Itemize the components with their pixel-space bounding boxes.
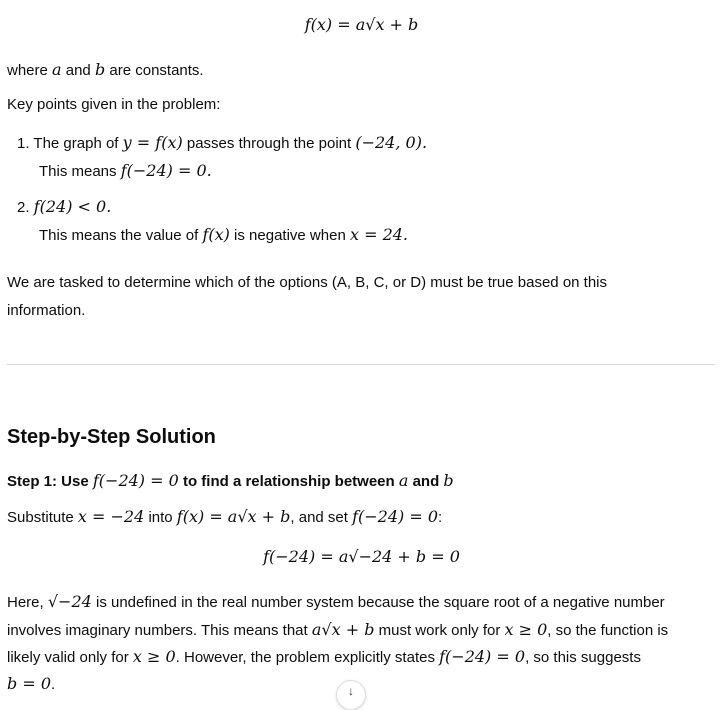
math: (−24, 0).	[355, 133, 428, 152]
math: x = 24.	[349, 225, 409, 244]
list-item	[17, 197, 111, 218]
text: , and set	[290, 509, 348, 526]
list-number: 2.	[17, 199, 30, 216]
math: f(−24) = 0	[352, 507, 439, 526]
text: and	[65, 62, 91, 79]
formula-top: f(x) = a√x + b	[304, 15, 419, 34]
list-item-detail	[39, 161, 212, 182]
math: b	[443, 471, 454, 490]
key-points-label: Key points given in the problem:	[7, 96, 221, 113]
explanation-line	[7, 620, 668, 641]
text: Substitute	[7, 509, 74, 526]
math: f(x)	[202, 225, 230, 244]
arrow-down-icon: ↓	[348, 684, 354, 698]
text: passes through the point	[186, 135, 352, 152]
intro-text	[7, 60, 204, 81]
text: This means	[39, 163, 117, 180]
text: Here,	[7, 594, 44, 611]
list-number: 1.	[17, 135, 30, 152]
step-1-title	[7, 471, 454, 492]
scroll-down-button[interactable]	[336, 680, 366, 710]
explanation-line	[7, 647, 641, 668]
math: f(−24) = 0.	[120, 161, 212, 180]
text: must work only for	[378, 622, 501, 639]
list-item-detail	[39, 225, 408, 246]
text: This means the value of	[39, 227, 199, 244]
math: a	[52, 60, 62, 79]
task-line: We are tasked to determine which of the options (A, B, C, or D) must be true based on this	[7, 274, 608, 291]
math: x = −24	[77, 507, 145, 526]
math: f(−24) = 0	[439, 647, 526, 666]
text: The graph of	[33, 135, 119, 152]
math: f(−24) = 0	[92, 471, 179, 490]
math: f(x) = a√x + b	[176, 507, 291, 526]
text: where	[7, 62, 48, 79]
text: involves imaginary numbers. This means that	[7, 622, 308, 639]
substitute-line	[7, 507, 442, 528]
text: Step 1: Use	[7, 473, 89, 490]
math: √−24	[47, 592, 92, 611]
math: a√x + b	[311, 620, 375, 639]
text: .	[51, 676, 56, 693]
math: y = f(x)	[122, 133, 183, 152]
math: x ≥ 0	[504, 620, 548, 639]
text: . However, the problem explicitly states	[175, 649, 435, 666]
math: x ≥ 0	[132, 647, 176, 666]
text: into	[148, 509, 173, 526]
divider	[7, 364, 715, 365]
text: , so the function is	[547, 622, 669, 639]
text: is negative when	[234, 227, 346, 244]
list-item	[17, 133, 427, 154]
math: a	[398, 471, 409, 490]
text: to find a relationship between	[182, 473, 395, 490]
text: , so this suggests	[525, 649, 641, 666]
text: are constants.	[109, 62, 204, 79]
math: f(24) < 0.	[33, 197, 112, 216]
text: likely valid only for	[7, 649, 129, 666]
section-heading: Step-by-Step Solution	[7, 426, 216, 448]
text: and	[412, 473, 440, 490]
display-formula: f(−24) = a√−24 + b = 0	[263, 547, 460, 566]
math: b = 0	[7, 674, 51, 693]
task-line: information.	[7, 302, 86, 319]
text: is undefined in the real number system because the square root of a negative number	[96, 594, 665, 611]
math: b	[94, 60, 106, 79]
text: :	[438, 509, 443, 526]
explanation-line	[7, 592, 665, 613]
